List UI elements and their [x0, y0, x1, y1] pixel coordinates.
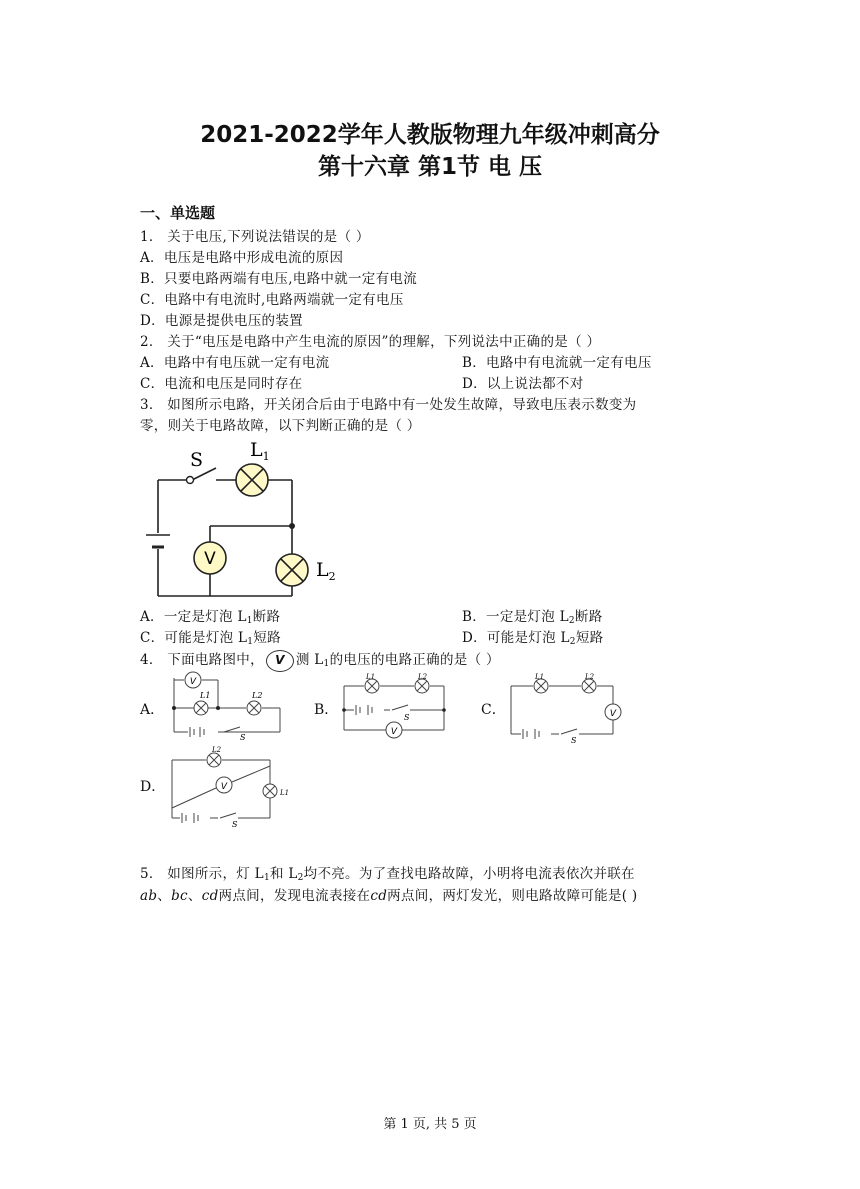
q2-option-d: D．以上说法都不对: [462, 376, 584, 392]
q3-option-a: A．一定是灯泡 $L_1$断路: [140, 609, 281, 626]
svg-text:L1: L1: [535, 673, 545, 681]
svg-text:L2: L2: [585, 673, 595, 681]
q4-label-c: C．: [481, 702, 506, 718]
svg-text:L2: L2: [252, 691, 263, 700]
q2-stem: 2． 关于“电压是电路中产生电流的原因”的理解，下列说法中正确的是（ ）: [140, 334, 601, 350]
q4-diagram-b: [340, 672, 450, 742]
q1-option-d: D．电源是提供电压的装置: [140, 313, 303, 329]
q3-option-c: C．可能是灯泡 $L_1$短路: [140, 630, 281, 647]
q3-option-d: D．可能是灯泡 $L_2$短路: [462, 630, 604, 647]
q5-line1: 5． 如图所示，灯 $L_1$和 $L_2$均不亮。为了查找电路故障，小明将电流表依次并联在: [140, 866, 635, 883]
q4-stem: 4． 下面电路图中， V 测 $L_1$的电压的电路正确的是（ ）: [140, 648, 500, 672]
svg-text:L2: L2: [212, 746, 222, 754]
q4-label-d: D．: [140, 779, 166, 795]
q3-circuit-diagram: [140, 438, 360, 608]
q3-stem-line2: 零，则关于电路故障，以下判断正确的是（ ）: [140, 418, 421, 434]
q4-label-a: A．: [140, 702, 165, 718]
svg-text:V: V: [220, 782, 228, 792]
q3-lamp2-label: $L_2$: [316, 559, 336, 583]
svg-text:V: V: [609, 709, 617, 719]
svg-text:L1: L1: [366, 673, 376, 681]
svg-text:L1: L1: [200, 691, 211, 700]
svg-text:S: S: [240, 733, 246, 742]
q4-diagram-a: [166, 672, 284, 742]
q2-option-b: B．电路中有电流就一定有电压: [462, 355, 652, 371]
q5-line2: ab、bc、cd两点间，发现电流表接在cd两点间，两灯发光，则电路故障可能是( ): [140, 888, 638, 904]
title-line2: 第十六章 第1节 电 压: [317, 154, 543, 180]
title-line1: 2021-2022学年人教版物理九年级冲刺高分: [200, 122, 660, 148]
svg-text:S: S: [404, 713, 410, 722]
svg-text:S: S: [232, 820, 238, 829]
section-title: 一、单选题: [140, 204, 216, 222]
q4-label-b: B．: [314, 702, 339, 718]
q1-option-b: B．只要电路两端有电压,电路中就一定有电流: [140, 271, 418, 287]
svg-text:L1: L1: [280, 789, 290, 797]
q3-switch-label: S: [190, 449, 204, 471]
voltmeter-icon: V: [266, 650, 294, 672]
q4-diagram-d: [166, 742, 294, 828]
q3-lamp1-label: $L_1$: [250, 439, 270, 463]
q3-stem-line1: 3． 如图所示电路，开关闭合后由于电路中有一处发生故障，导致电压表示数变为: [140, 397, 637, 413]
q1-option-a: A．电压是电路中形成电流的原因: [140, 250, 344, 266]
q1-stem: 1． 关于电压,下列说法错误的是（ ）: [140, 229, 370, 245]
q2-option-a: A．电路中有电压就一定有电流: [140, 355, 330, 371]
q1-option-c: C．电路中有电流时,电路两端就一定有电压: [140, 292, 404, 308]
q4-diagram-c: [507, 672, 625, 744]
q3-option-b: B．一定是灯泡 $L_2$断路: [462, 609, 603, 626]
svg-text:V: V: [390, 727, 398, 737]
svg-text:S: S: [571, 736, 577, 745]
page-footer: 第 1 页, 共 5 页: [383, 1117, 477, 1132]
svg-text:L2: L2: [418, 673, 428, 681]
svg-text:V: V: [189, 677, 197, 687]
q2-option-c: C．电流和电压是同时存在: [140, 376, 303, 392]
q3-meter-label: V: [204, 549, 216, 569]
